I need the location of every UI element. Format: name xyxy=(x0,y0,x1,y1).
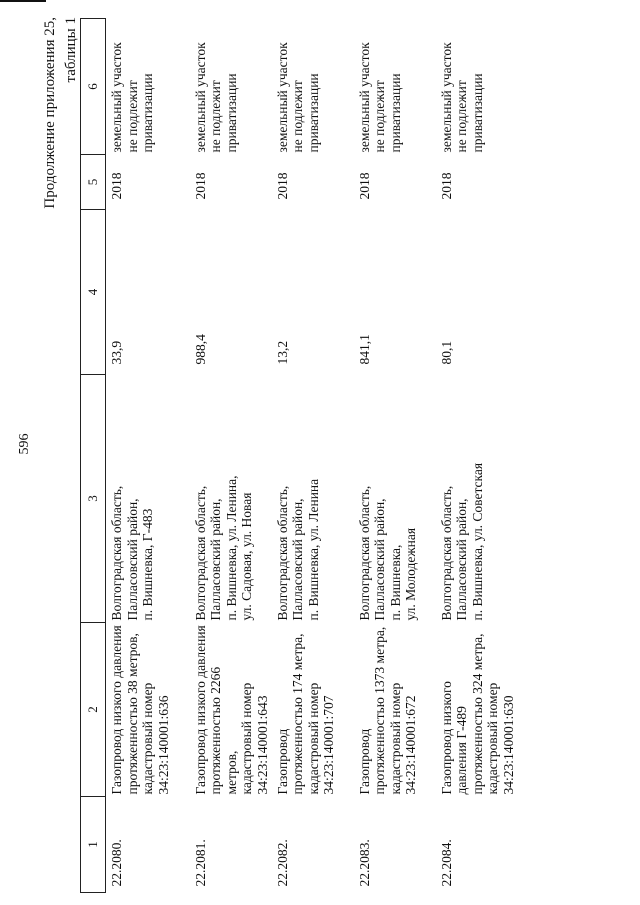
table-row xyxy=(272,19,354,893)
object-address: Волгоградская область, Палласовский район, п. Вишневка, ул. Ленина, ул. Садовая, ул. Новая xyxy=(192,475,254,621)
object-name: Газопровод низкого давления протяженностью 2266 метров, кадастровый номер 34:23:140001:643 xyxy=(192,625,270,795)
object-name: Газопровод протяженностью 1373 метра, кадастровый номер 34:23:140001:672 xyxy=(356,626,418,795)
continuation-heading: Продолжение приложения 25, таблицы 1 xyxy=(42,17,79,209)
object-year: 2018 xyxy=(192,172,208,200)
object-address: Волгоградская область, Палласовский район, п. Вишневка, ул. Ленина xyxy=(274,478,321,621)
object-year: 2018 xyxy=(109,172,124,200)
object-address: Волгоградская область, Палласовский район, п. Вишневка, ул. Советская xyxy=(438,462,485,621)
object-value: 988,4 xyxy=(192,334,208,365)
row-number: 22.2083. xyxy=(356,839,372,887)
property-table xyxy=(80,18,526,893)
object-year: 2018 xyxy=(438,172,454,200)
object-status: земельный участок не подлежит приватизации xyxy=(109,42,155,153)
header-cell-5: 5 xyxy=(81,155,106,210)
header-cell-6: 6 xyxy=(81,19,106,155)
object-status: земельный участок не подлежит приватизации xyxy=(438,42,485,153)
page-number: 596 xyxy=(17,433,32,455)
row-number: 22.2080. xyxy=(109,839,124,887)
object-name: Газопровод низкого давления Г-489 протяженностью 324 метра, кадастровый номер 34:23:140001:630 xyxy=(438,633,516,795)
object-address: Волгоградская область, Палласовский район, п. Вишневка, ул. Молодежная xyxy=(356,485,418,621)
table-row xyxy=(106,19,190,893)
object-value: 80,1 xyxy=(438,340,454,365)
row-number: 22.2081. xyxy=(192,839,208,887)
object-status: земельный участок не подлежит приватизации xyxy=(274,42,321,153)
object-year: 2018 xyxy=(356,172,372,200)
object-value: 33,9 xyxy=(109,340,124,365)
table-row xyxy=(354,19,436,893)
header-cell-1: 1 xyxy=(81,797,106,893)
header-cell-3: 3 xyxy=(81,375,106,623)
row-number: 22.2082. xyxy=(274,839,290,887)
table-row xyxy=(436,19,526,893)
object-address: Волгоградская область, Палласовский район, п. Вишневка, Г-483 xyxy=(109,485,155,621)
object-name: Газопровод протяженностью 174 метра, кадастровый номер 34:23:140001:707 xyxy=(274,633,336,795)
object-value: 13,2 xyxy=(274,340,290,365)
object-year: 2018 xyxy=(274,172,290,200)
row-number: 22.2084. xyxy=(438,839,454,887)
object-name: Газопровод низкого давления протяженностью 38 метров, кадастровый номер 34:23:140001:636 xyxy=(109,625,171,795)
table-row xyxy=(190,19,272,893)
object-status: земельный участок не подлежит приватизации xyxy=(356,42,403,153)
object-value: 841,1 xyxy=(356,334,372,365)
object-status: земельный участок не подлежит приватизации xyxy=(192,42,239,153)
header-row xyxy=(81,19,106,893)
header-cell-2: 2 xyxy=(81,623,106,797)
header-cell-4: 4 xyxy=(81,210,106,375)
